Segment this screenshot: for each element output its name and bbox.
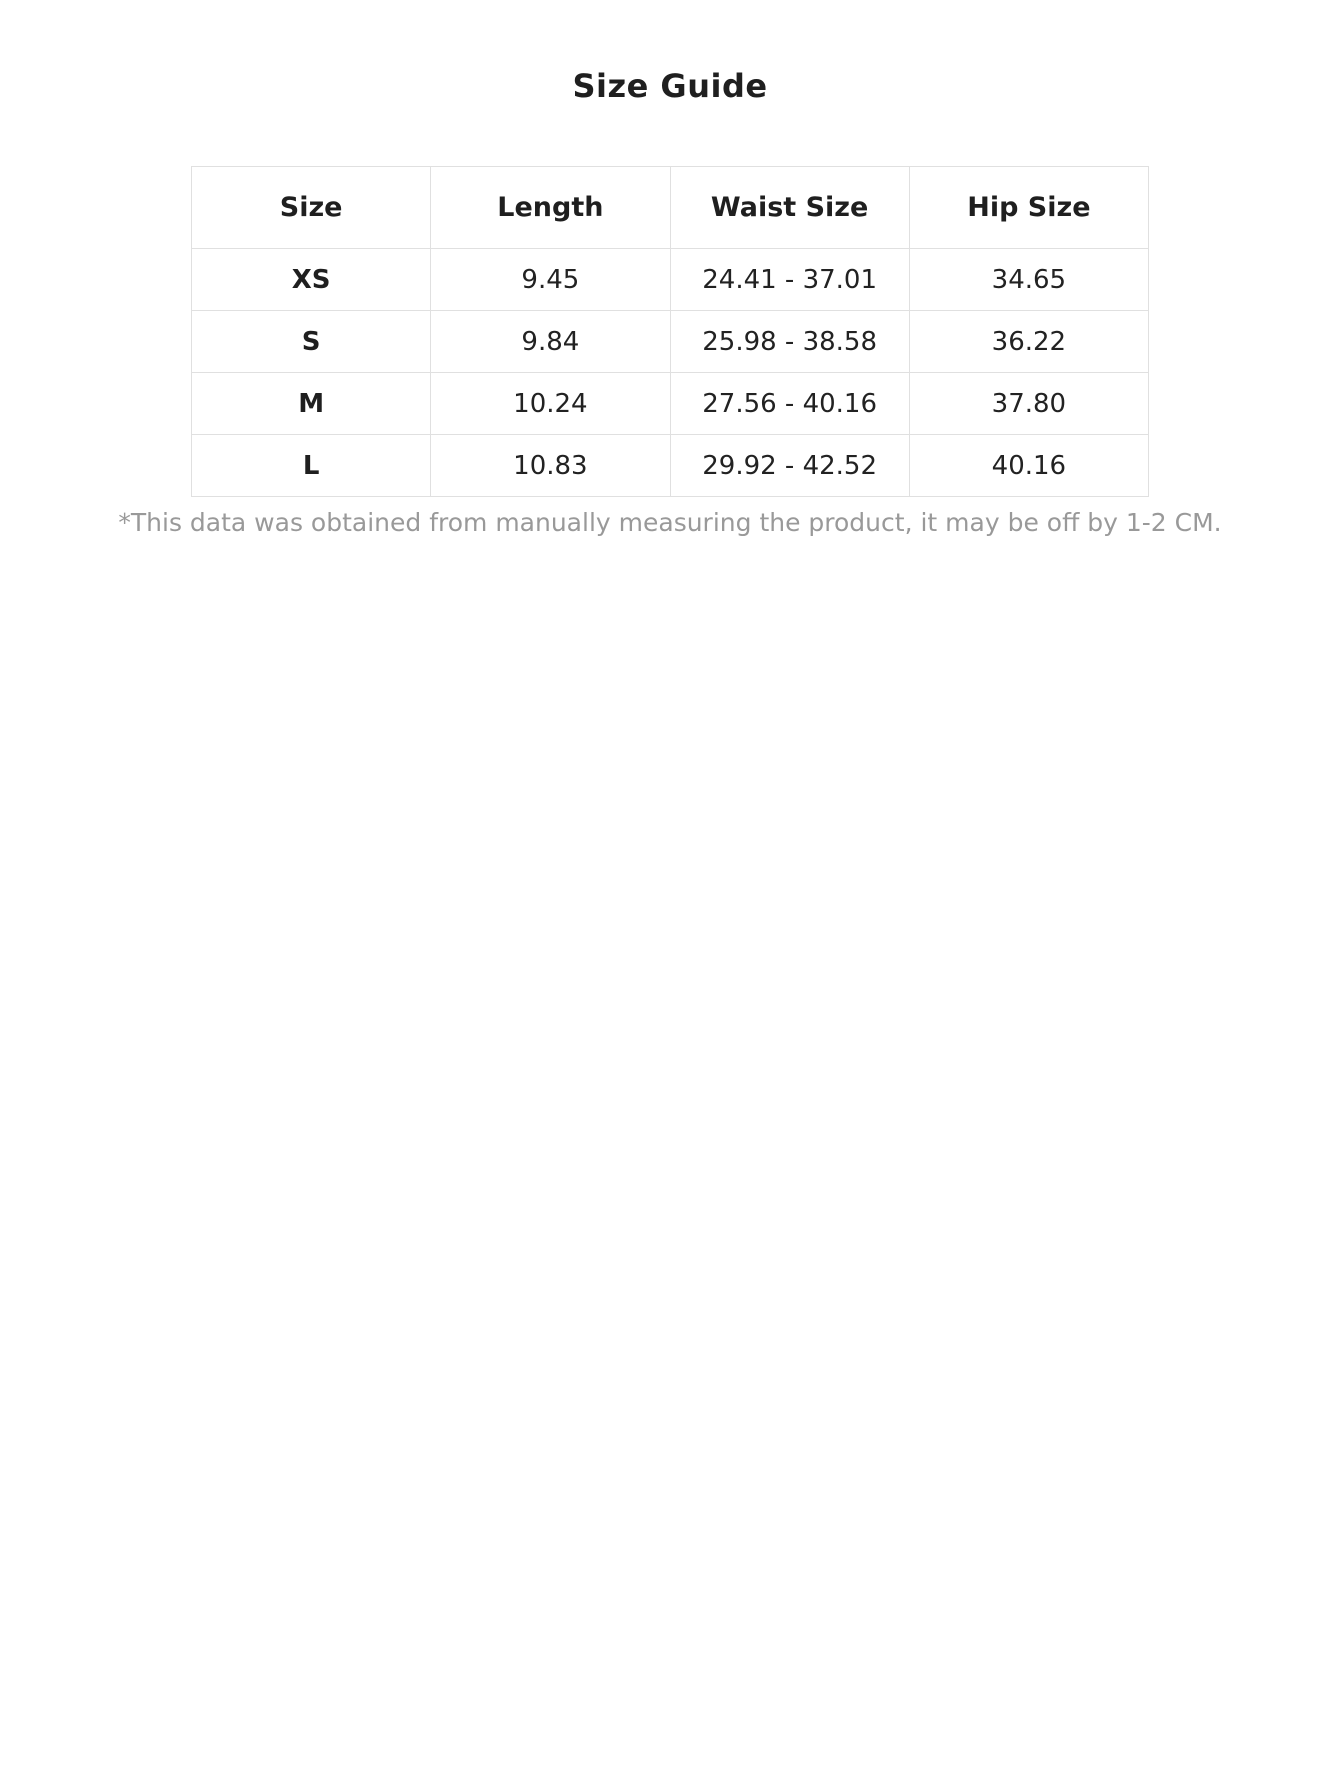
table-row-l xyxy=(192,435,1149,497)
table-row-m xyxy=(192,373,1149,435)
value-cell: 36.22 xyxy=(909,311,1148,373)
column-header-hip-size: Hip Size xyxy=(909,167,1148,249)
size-cell: M xyxy=(192,373,431,435)
header-row xyxy=(192,167,1149,249)
size-table-container xyxy=(191,166,1149,497)
column-header-length: Length xyxy=(431,167,670,249)
size-cell: L xyxy=(192,435,431,497)
value-cell: 40.16 xyxy=(909,435,1148,497)
value-cell: 27.56 - 40.16 xyxy=(670,373,909,435)
size-cell: XS xyxy=(192,249,431,311)
table-row-xs xyxy=(192,249,1149,311)
value-cell: 10.83 xyxy=(431,435,670,497)
value-cell: 9.45 xyxy=(431,249,670,311)
size-guide-table xyxy=(191,166,1149,497)
value-cell: 37.80 xyxy=(909,373,1148,435)
value-cell: 9.84 xyxy=(431,311,670,373)
column-header-waist-size: Waist Size xyxy=(670,167,909,249)
table-row-s xyxy=(192,311,1149,373)
value-cell: 34.65 xyxy=(909,249,1148,311)
value-cell: 25.98 - 38.58 xyxy=(670,311,909,373)
size-cell: S xyxy=(192,311,431,373)
table-body xyxy=(192,249,1149,497)
value-cell: 24.41 - 37.01 xyxy=(670,249,909,311)
page-title: Size Guide xyxy=(572,67,768,105)
column-header-size: Size xyxy=(192,167,431,249)
value-cell: 29.92 - 42.52 xyxy=(670,435,909,497)
table-header xyxy=(192,167,1149,249)
measurement-disclaimer: *This data was obtained from manually measuring the product, it may be off by 1-2 CM. xyxy=(118,508,1222,537)
value-cell: 10.24 xyxy=(431,373,670,435)
